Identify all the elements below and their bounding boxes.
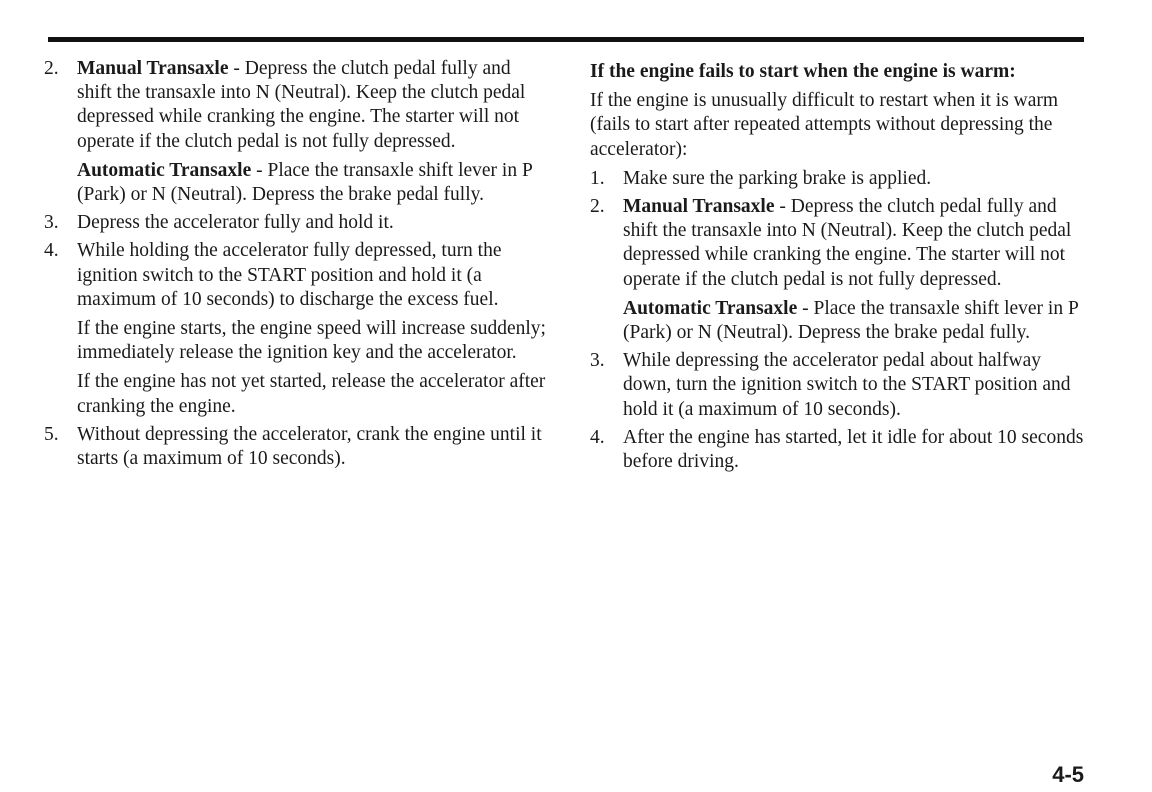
paragraph-label: Automatic Transaxle [623,297,798,319]
paragraph-text: - Place the transaxle shift lever in P (Park) or N (Neutral). Depress the brake pedal fully. [623,297,1079,344]
list-item-1 [590,167,1090,191]
item-number: 3. [44,212,59,234]
item-paragraph: If the engine has not yet started, release the accelerator after cranking the engine. [77,371,546,417]
right-column [590,57,1090,478]
paragraph-text: - Depress the clutch pedal fully and shift the transaxle into N (Neutral). Keep the clutch pedal depressed while cranking the engine. The starter will not operate if the clutch pedal is not fully depressed. [623,196,1072,290]
list-item-3 [590,349,1090,422]
item-paragraph: Make sure the parking brake is applied. [623,167,932,189]
list-item-2 [590,195,1090,345]
paragraph-label: Manual Transaxle [623,196,775,218]
header-rule [48,37,1084,42]
list-item-5 [44,423,549,471]
item-number: 3. [590,350,605,372]
item-paragraph: While holding the accelerator fully depressed, turn the ignition switch to the START position and hold it (a maximum of 10 seconds) to discharge the excess fuel. [77,240,502,310]
item-number: 4. [44,240,59,262]
item-number: 1. [590,167,605,189]
list-item-3 [44,211,549,235]
item-paragraph: After the engine has started, let it idle for about 10 seconds before driving. [623,426,1084,473]
item-number: 5. [44,423,59,445]
item-paragraph [77,57,549,154]
item-paragraph: While depressing the accelerator pedal about halfway down, turn the ignition switch to the START position and hold it (a maximum of 10 seconds). [623,350,1071,420]
item-paragraph [77,159,549,207]
paragraph-label: Automatic Transaxle [77,159,252,181]
item-paragraph [623,297,1090,345]
item-paragraph: Depress the accelerator fully and hold it. [77,212,394,234]
paragraph-text: - Place the transaxle shift lever in P (Park) or N (Neutral). Depress the brake pedal fully. [77,159,533,206]
list-item-4 [44,239,549,418]
item-number: 2. [44,58,59,79]
paragraph-text: - Depress the clutch pedal fully and shift the transaxle into N (Neutral). Keep the clutch pedal depressed while cranking the engine. The starter will not operate if the clutch pedal is not fully depressed. [77,58,526,152]
item-number: 4. [590,426,605,448]
page-number: 4-5 [1052,762,1084,787]
item-paragraph: Without depressing the accelerator, crank the engine until it starts (a maximum of 10 seconds). [77,423,542,470]
list-item-2 [44,57,549,207]
item-number: 2. [590,196,605,218]
intro-paragraph: If the engine is unusually difficult to restart when it is warm (fails to start after repeated attempts without depressing the accelerator): [590,90,1059,160]
list-item-4 [590,426,1090,474]
item-paragraph [623,195,1090,292]
item-paragraph: If the engine starts, the engine speed will increase suddenly; immediately release the ignition key and the accelerator. [77,318,546,364]
paragraph-label: Manual Transaxle [77,58,229,79]
section-heading: If the engine fails to start when the engine is warm: [590,61,1016,82]
left-column [44,57,549,475]
